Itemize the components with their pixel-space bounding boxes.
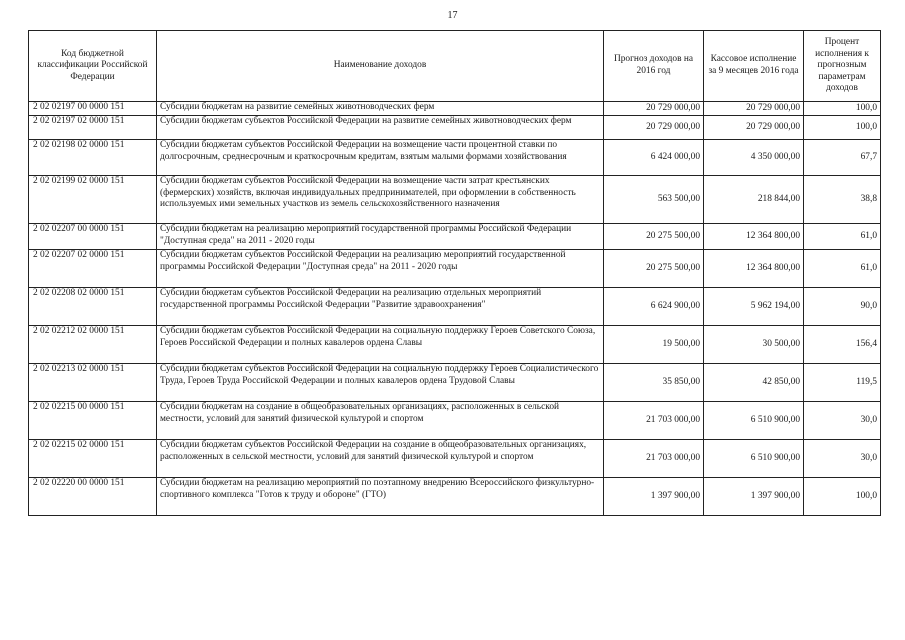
row-percent: 61,0 xyxy=(804,224,881,250)
row-code: 2 02 02212 02 0000 151 xyxy=(29,326,157,364)
row-forecast: 20 275 500,00 xyxy=(604,224,704,250)
table-row xyxy=(29,224,881,250)
table-row xyxy=(29,478,881,516)
row-name: Субсидии бюджетам субъектов Российской Федерации на социальную поддержку Героев Советского Союза, Героев Российской Федерации и полных кавалеров ордена Славы xyxy=(157,326,604,364)
row-executed: 218 844,00 xyxy=(704,176,804,224)
row-forecast: 1 397 900,00 xyxy=(604,478,704,516)
row-percent: 90,0 xyxy=(804,288,881,326)
row-name: Субсидии бюджетам субъектов Российской Федерации на развитие семейных животноводческих ферм xyxy=(157,116,604,140)
row-code: 2 02 02197 00 0000 151 xyxy=(29,102,157,116)
row-name: Субсидии бюджетам на создание в общеобразовательных организациях, расположенных в сельской местности, условий для занятий физической культурой и спортом xyxy=(157,402,604,440)
row-percent: 156,4 xyxy=(804,326,881,364)
row-percent: 119,5 xyxy=(804,364,881,402)
table-row xyxy=(29,250,881,288)
row-percent: 38,8 xyxy=(804,176,881,224)
table-row xyxy=(29,176,881,224)
row-code: 2 02 02207 02 0000 151 xyxy=(29,250,157,288)
row-forecast: 20 729 000,00 xyxy=(604,102,704,116)
row-percent: 100,0 xyxy=(804,116,881,140)
row-name: Субсидии бюджетам субъектов Российской Федерации на реализацию отдельных мероприятий государственной программы Российской Федерации "Развитие здравоохранения" xyxy=(157,288,604,326)
header-code: Код бюджетной классификации Российской Федерации xyxy=(29,31,157,102)
table-row xyxy=(29,288,881,326)
page-number: 17 xyxy=(447,10,458,21)
row-forecast: 20 275 500,00 xyxy=(604,250,704,288)
row-percent: 100,0 xyxy=(804,478,881,516)
row-forecast: 563 500,00 xyxy=(604,176,704,224)
row-name: Субсидии бюджетам на реализацию мероприятий государственной программы Российской Федерации "Доступная среда" на 2011 - 2020 годы xyxy=(157,224,604,250)
row-code: 2 02 02215 00 0000 151 xyxy=(29,402,157,440)
row-executed: 30 500,00 xyxy=(704,326,804,364)
row-executed: 12 364 800,00 xyxy=(704,250,804,288)
row-name: Субсидии бюджетам субъектов Российской Федерации на социальную поддержку Героев Социалистического Труда, Героев Труда Российской Федерации и полных кавалеров ордена Трудовой Славы xyxy=(157,364,604,402)
row-executed: 20 729 000,00 xyxy=(704,102,804,116)
row-executed: 6 510 900,00 xyxy=(704,440,804,478)
header-forecast: Прогноз доходов на 2016 год xyxy=(604,31,704,102)
row-code: 2 02 02198 02 0000 151 xyxy=(29,140,157,176)
table-row xyxy=(29,102,881,116)
row-percent: 30,0 xyxy=(804,440,881,478)
table-body xyxy=(29,102,881,516)
table-row xyxy=(29,140,881,176)
row-executed: 5 962 194,00 xyxy=(704,288,804,326)
row-name: Субсидии бюджетам на развитие семейных животноводческих ферм xyxy=(157,102,604,116)
row-forecast: 6 624 900,00 xyxy=(604,288,704,326)
header-executed: Кассовое исполнение за 9 месяцев 2016 года xyxy=(704,31,804,102)
row-forecast: 35 850,00 xyxy=(604,364,704,402)
row-executed: 42 850,00 xyxy=(704,364,804,402)
row-name: Субсидии бюджетам субъектов Российской Федерации на реализацию мероприятий государственной программы Российской Федерации "Доступная среда" на 2011 - 2020 годы xyxy=(157,250,604,288)
row-code: 2 02 02215 02 0000 151 xyxy=(29,440,157,478)
row-name: Субсидии бюджетам субъектов Российской Федерации на возмещение части затрат крестьянских (фермерских) хозяйств, включая индивидуальных предпринимателей, при оформлении в собственность используемых ими земельных участков из земель сельскохозяйственного назначения xyxy=(157,176,604,224)
row-code: 2 02 02220 00 0000 151 xyxy=(29,478,157,516)
row-code: 2 02 02197 02 0000 151 xyxy=(29,116,157,140)
row-name: Субсидии бюджетам субъектов Российской Федерации на создание в общеобразовательных организациях, расположенных в сельской местности, условий для занятий физической культурой и спортом xyxy=(157,440,604,478)
row-percent: 30,0 xyxy=(804,402,881,440)
row-executed: 1 397 900,00 xyxy=(704,478,804,516)
row-forecast: 6 424 000,00 xyxy=(604,140,704,176)
row-name: Субсидии бюджетам на реализацию мероприятий по поэтапному внедрению Всероссийского физкультурно-спортивного комплекса "Готов к труду и обороне" (ГТО) xyxy=(157,478,604,516)
row-forecast: 21 703 000,00 xyxy=(604,402,704,440)
revenue-table xyxy=(28,30,881,516)
row-forecast: 20 729 000,00 xyxy=(604,116,704,140)
table-row xyxy=(29,326,881,364)
row-code: 2 02 02207 00 0000 151 xyxy=(29,224,157,250)
table-row xyxy=(29,440,881,478)
header-percent: Процент исполнения к прогнозным параметрам доходов xyxy=(804,31,881,102)
row-percent: 100,0 xyxy=(804,102,881,116)
row-executed: 20 729 000,00 xyxy=(704,116,804,140)
row-executed: 12 364 800,00 xyxy=(704,224,804,250)
row-name: Субсидии бюджетам субъектов Российской Федерации на возмещение части процентной ставки по долгосрочным, среднесрочным и краткосрочным кредитам, взятым малыми формами хозяйствования xyxy=(157,140,604,176)
row-code: 2 02 02199 02 0000 151 xyxy=(29,176,157,224)
header-name: Наименование доходов xyxy=(157,31,604,102)
row-percent: 67,7 xyxy=(804,140,881,176)
row-percent: 61,0 xyxy=(804,250,881,288)
table-row xyxy=(29,402,881,440)
table-row xyxy=(29,116,881,140)
row-forecast: 21 703 000,00 xyxy=(604,440,704,478)
row-code: 2 02 02208 02 0000 151 xyxy=(29,288,157,326)
table-row xyxy=(29,364,881,402)
row-forecast: 19 500,00 xyxy=(604,326,704,364)
table-header-row xyxy=(29,31,881,102)
row-code: 2 02 02213 02 0000 151 xyxy=(29,364,157,402)
row-executed: 6 510 900,00 xyxy=(704,402,804,440)
row-executed: 4 350 000,00 xyxy=(704,140,804,176)
